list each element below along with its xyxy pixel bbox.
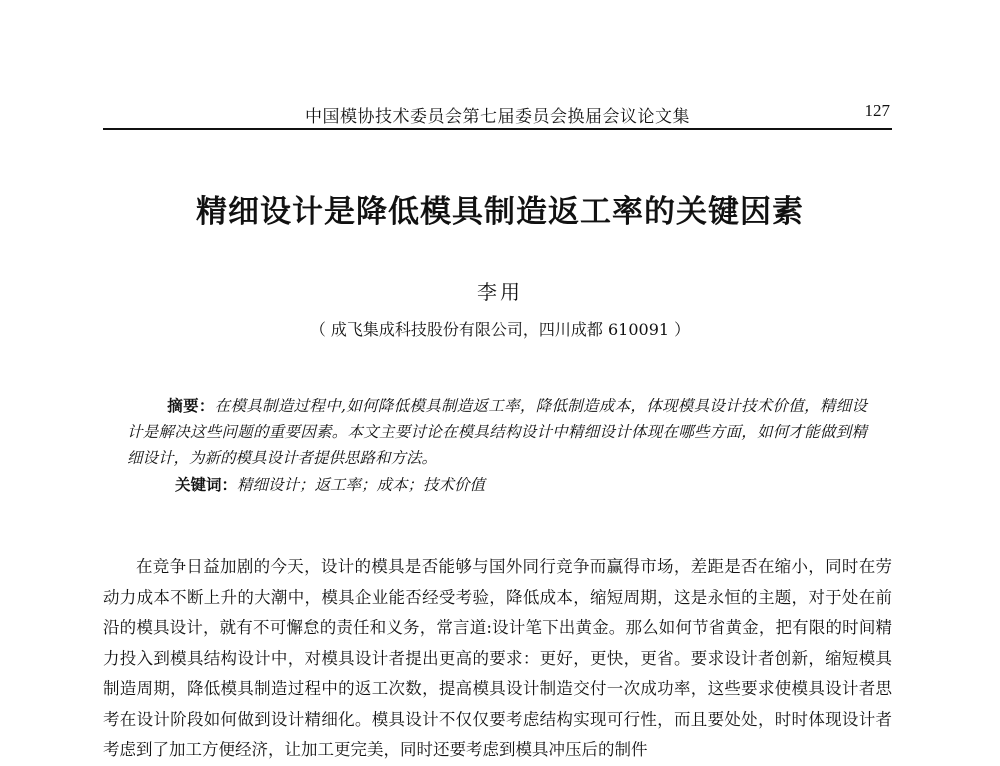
author-name: 李用 (477, 280, 523, 304)
paper-title: 精细设计是降低模具制造返工率的关键因素 (196, 194, 804, 230)
keywords (175, 473, 485, 495)
page-number: 127 (864, 101, 890, 120)
abstract-text: 在模具制造过程中,如何降低模具制造返工率，降低制造成本，体现模具设计技术价值，精细设计是解决这些问题的重要因素。本文主要讨论在模具结构设计中精细设计体现在哪些方面，如何才能做到精细设计，为新的模具设计者提供思路和方法。 (127, 397, 867, 467)
abstract (127, 393, 867, 471)
keywords-label: 关键词： (175, 476, 238, 494)
abstract-paragraph (127, 393, 867, 471)
running-header (103, 98, 892, 130)
body-paragraph: 在竞争日益加剧的今天，设计的模具是否能够与国外同行竞争而赢得市场，差距是否在缩小，同时在劳动力成本不断上升的大潮中，模具企业能否经受考验，降低成本，缩短周期，这是永恒的主题，对于处在前沿的模具设计，就有不可懈怠的责任和义务，常言道:设计笔下出黄金。那么如何节省黄金，把有限的时间精力投入到模具结构设计中，对模具设计者提出更高的要求：更好，更快，更省。要求设计者创新，缩短模具制造周期，降低模具制造过程中的返工次数，提高模具设计制造交付一次成功率，这些要求使模具设计者思考在设计阶段如何做到设计精细化。模具设计不仅仅要考虑结构实现可行性，而且要处处，时时体现设计者考虑到了加工方便经济，让加工更完美，同时还要考虑到模具冲压后的制件 (103, 557, 892, 759)
abstract-label: 摘要： (167, 397, 215, 415)
proceedings-title: 中国模协技术委员会第七届委员会换届会议论文集 (305, 107, 690, 127)
author-affiliation: （ 成飞集成科技股份有限公司，四川成都 610091 ） (309, 320, 691, 339)
keywords-text: 精细设计；返工率；成本；技术价值 (237, 476, 486, 494)
body-text (103, 552, 892, 766)
